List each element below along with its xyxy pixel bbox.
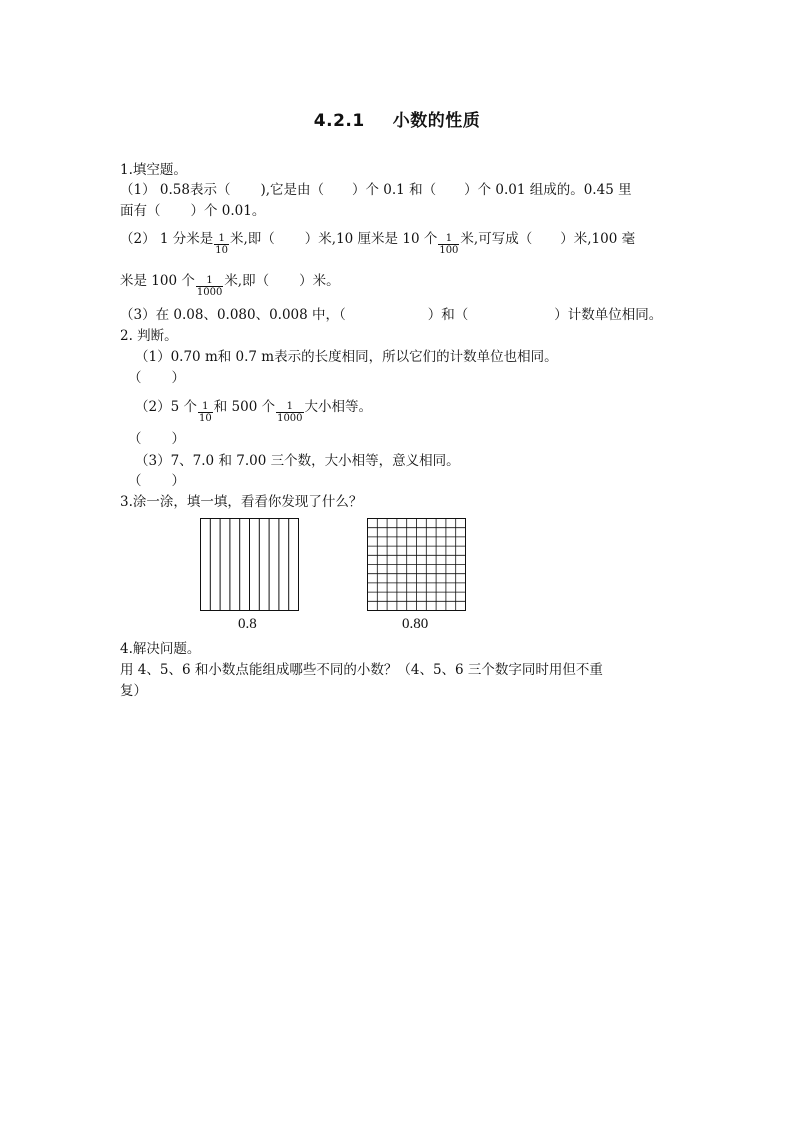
fraction: $\frac{1}{10}$ — [198, 401, 212, 424]
q4-question-line1: 用 4、5、6 和小数点能组成哪些不同的小数？（4、5、6 三个数字同时用但不重 — [120, 662, 603, 678]
hundredths-grid[interactable] — [367, 518, 467, 612]
q2-answer-2[interactable]: （ ） — [128, 431, 185, 447]
q2-heading: 2. 判断。 — [120, 328, 178, 344]
q2-answer-3[interactable]: （ ） — [128, 473, 185, 489]
q1-part3: （3）在 0.08、0.080、0.008 中，（ ）和（ ）计数单位相同。 — [120, 307, 663, 323]
fraction: $\frac{1}{100}$ — [439, 233, 459, 256]
fraction: $\frac{1}{1000}$ — [277, 401, 303, 424]
title-number: 4.2.1 — [313, 111, 365, 131]
hundredths-grid-label: 0.80 — [402, 616, 429, 632]
q2-statement-3: （3）7、7.0 和 7.00 三个数，大小相等，意义相同。 — [135, 453, 460, 469]
q2-statement-2: （2）5 个 $\frac{1}{10}$ 和 500 个 $\frac{1}{1000}$ 大小相等。 — [135, 399, 373, 424]
q1-part2-line1: （2） 1 分米是 $\frac{1}{10}$ 米,即（ ）米,10 厘米是 10 个 $\frac{1}{100}$ 米,可写成（ ）米,100 毫 — [120, 231, 636, 256]
q3-heading: 3.涂一涂，填一填，看看你发现了什么？ — [120, 494, 363, 510]
q2-statement-1: （1）0.70 m和 0.7 m表示的长度相同，所以它们的计数单位也相同。 — [135, 349, 558, 365]
q1-part2-line2: 米是 100 个 $\frac{1}{1000}$ 米,即（ ）米。 — [120, 273, 340, 298]
tenths-grid-label: 0.8 — [238, 616, 257, 632]
page-title — [0, 106, 794, 131]
fraction: $\frac{1}{10}$ — [215, 233, 228, 256]
tenths-grid[interactable] — [200, 518, 300, 612]
fraction: $\frac{1}{1000}$ — [196, 275, 223, 298]
q1-part1-line1: （1） 0.58表示（ ),它是由（ ）个 0.1 和（ ）个 0.01 组成的。0.45 里 — [120, 182, 632, 198]
q1-part1-line2: 面有（ ）个 0.01。 — [120, 203, 266, 219]
q2-answer-1[interactable]: （ ） — [128, 370, 185, 386]
q4-heading: 4.解决问题。 — [120, 641, 201, 657]
title-text: 小数的性质 — [392, 111, 481, 131]
q4-question-line2: 复） — [120, 683, 147, 699]
q1-heading: 1.填空题。 — [120, 162, 187, 178]
